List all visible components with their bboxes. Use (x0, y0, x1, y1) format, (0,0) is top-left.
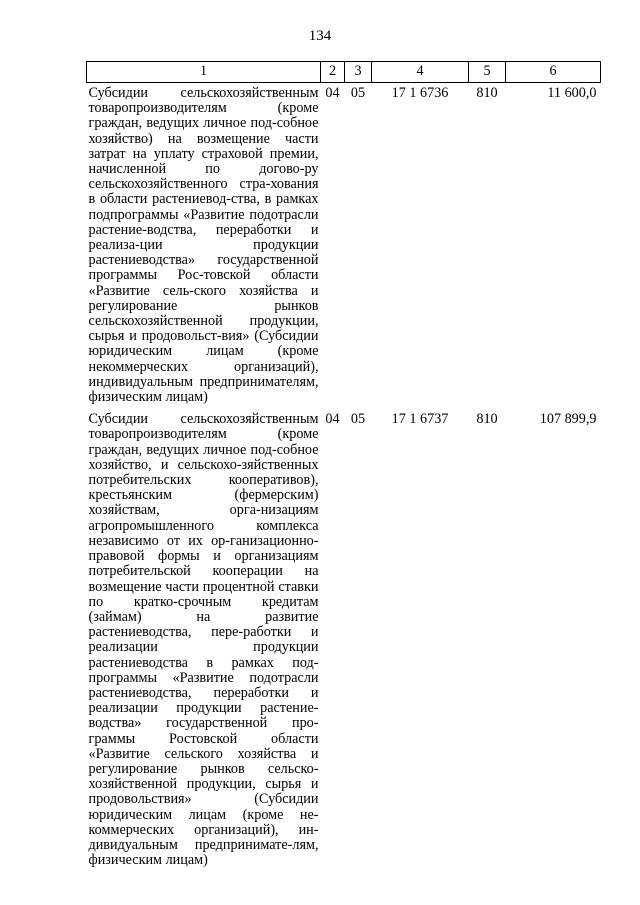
row-expense-type: 810 (476, 411, 498, 428)
row-section-code: 04 (325, 85, 340, 101)
row-subsection-code: 05 (350, 85, 366, 101)
table-header-row (87, 62, 601, 83)
row-amount: 107 899,9 (539, 411, 597, 428)
table-row (87, 409, 601, 872)
row-amount: 11 600,0 (547, 85, 597, 101)
page-number: 134 (308, 28, 332, 44)
column-header-2: 2 (321, 62, 345, 83)
column-header-3: 3 (345, 62, 372, 83)
column-header-6: 6 (506, 62, 601, 83)
column-header-1: 1 (87, 62, 321, 83)
row-expense-type: 810 (476, 85, 498, 101)
column-header-4: 4 (372, 62, 469, 83)
row-description: Субсидии сельскохозяйственным товаропроизводителям (кроме граждан, ведущих личное под-собное хозяйство) на возмещение части затрат на уплату страховой премии, начисленной по догово-ру сельскохозяйственного стра-хования в области растениевод-ства, в рамках подпрограммы «Развитие подотрасли растение-водства, переработки и реализа-ции продукции растениеводства» государственной программы Рос-товской области «Развитие сель-ского хозяйства и регулирование рынков сельскохозяйственной продукции, сырья и продовольст-вия» (Субсидии юридическим лицам (кроме некоммерческих организаций), индивидуальным предпринимателям, физическим лицам) (88, 85, 319, 406)
row-subsection-code: 05 (350, 411, 366, 428)
column-header-5: 5 (469, 62, 506, 83)
table-row (87, 83, 601, 410)
row-target-article: 17 1 6737 (391, 411, 449, 428)
row-section-code: 04 (325, 411, 340, 428)
row-description: Субсидии сельскохозяйственным товаропроизводителям (кроме граждан, ведущих личное под-собное хозяйство, и сельскохо-зяйственных потребительских кооперативов), крестьянским (фермерским) хозяйствам, орга-низациям агропромышленного комплекса независимо от их ор-ганизационно-правовой формы и организациям потребительской кооперации на возмещение части процентной ставки по кратко-срочным кредитам (займам) на развитие растениеводства, пере-работки и реализации продукции растениеводства в рамках под-программы «Развитие подотрасли растениеводства, переработки и реализации продукции растение-водства» государственной про-граммы Ростовской области «Развитие сельского хозяйства и регулирование рынков сельско-хозяйственной продукции, сырья и продовольствия» (Субсидии юридическим лицам (кроме не-коммерческих организаций), ин-дивидуальным предпринимате-лям, физическим лицам) (88, 411, 319, 869)
row-target-article: 17 1 6736 (391, 85, 449, 101)
budget-table (86, 61, 601, 872)
